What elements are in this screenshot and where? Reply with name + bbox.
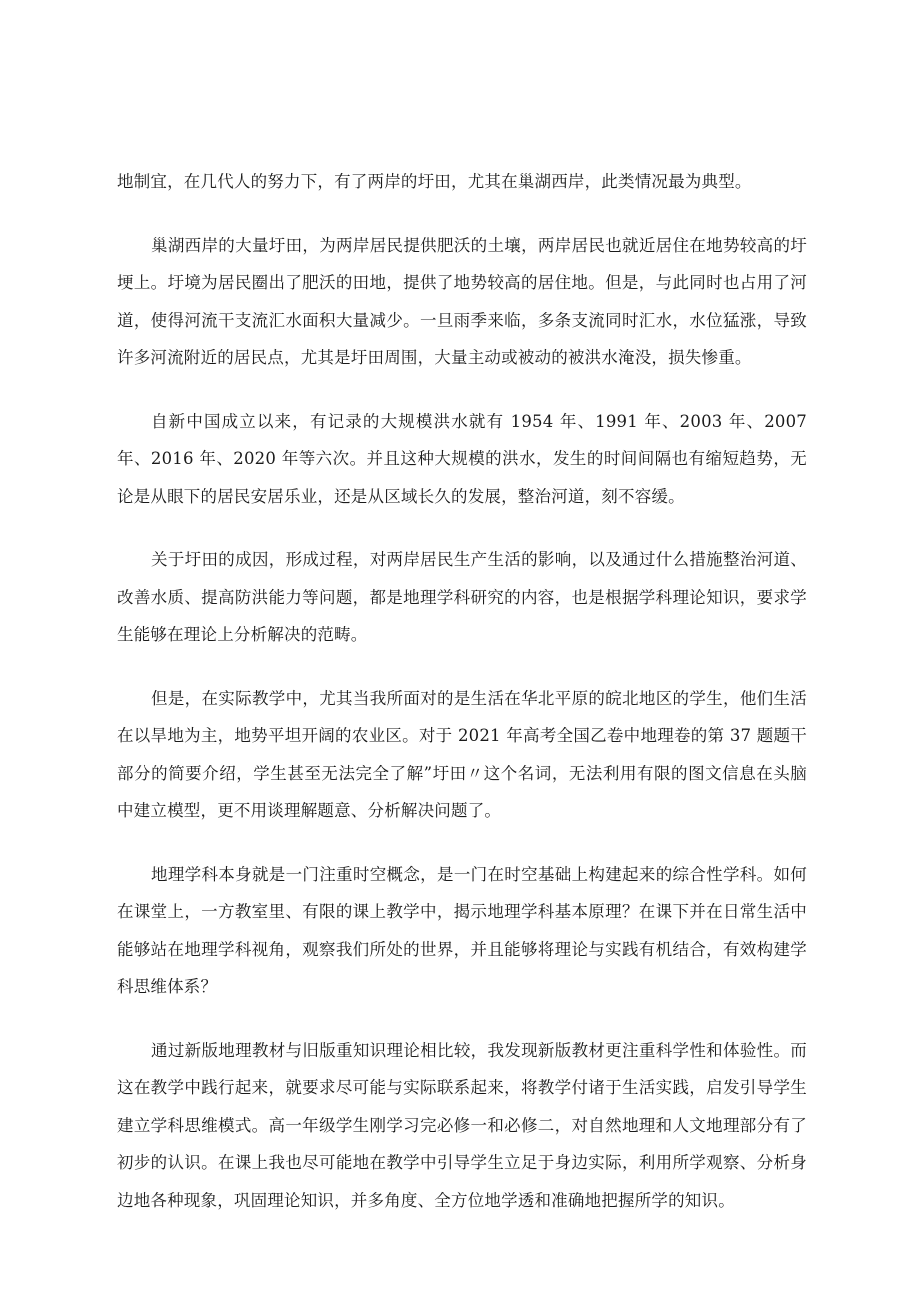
paragraph: 自新中国成立以来，有记录的大规模洪水就有 1954 年、1991 年、2003 年、2007 年、2016 年、2020 年等六次。并且这种大规模的洪水，发生的时间间隔也有缩短趋势，无论是从眼下的居民安居乐业，还是从区域长久的发展，整治河道，刻不容缓。 — [117, 411, 807, 506]
document-body — [117, 163, 807, 1245]
paragraph: 但是，在实际教学中，尤其当我所面对的是生活在华北平原的皖北地区的学生，他们生活在以旱地为主，地势平坦开阔的农业区。对于 2021 年高考全国乙卷中地理卷的第 37 题题干部分的简要介绍，学生甚至无法完全了解”圩田〃这个名词，无法利用有限的图文信息在头脑中建立模型，更不用谈理解题意、分析解决问题了。 — [117, 688, 807, 820]
paragraph: 巢湖西岸的大量圩田，为两岸居民提供肥沃的土壤，两岸居民也就近居住在地势较高的圩埂上。圩境为居民圈出了肥沃的田地，提供了地势较高的居住地。但是，与此同时也占用了河道，使得河流干支流汇水面积大量减少。一旦雨季来临，多条支流同时汇水，水位猛涨，导致许多河流附近的居民点，尤其是圩田周围，大量主动或被动的被洪水淹没，损失惨重。 — [117, 235, 807, 367]
paragraph: 通过新版地理教材与旧版重知识理论相比较，我发现新版教材更注重科学性和体验性。而这在教学中践行起来，就要求尽可能与实际联系起来，将教学付诸于生活实践，启发引导学生建立学科思维模式。高一年级学生刚学习完必修一和必修二，对自然地理和人文地理部分有了初步的认识。在课上我也尽可能地在教学中引导学生立足于身边实际，利用所学观察、分析身边地各种现象，巩固理论知识，并多角度、全方位地学透和准确地把握所学的知识。 — [117, 1040, 807, 1210]
paragraph: 地理学科本身就是一门注重时空概念，是一门在时空基础上构建起来的综合性学科。如何在课堂上，一方教室里、有限的课上教学中，揭示地理学科基本原理？在课下并在日常生活中能够站在地理学科视角，观察我们所处的世界，并且能够将理论与实践有机结合，有效构建学科思维体系？ — [117, 864, 807, 996]
paragraph: 地制宜，在几代人的努力下，有了两岸的圩田，尤其在巢湖西岸，此类情况最为典型。 — [117, 172, 752, 191]
paragraph: 关于圩田的成因，形成过程，对两岸居民生产生活的影响，以及通过什么措施整治河道、改善水质、提高防洪能力等问题，都是地理学科研究的内容，也是根据学科理论知识，要求学生能够在理论上分析解决的范畴。 — [117, 550, 807, 644]
